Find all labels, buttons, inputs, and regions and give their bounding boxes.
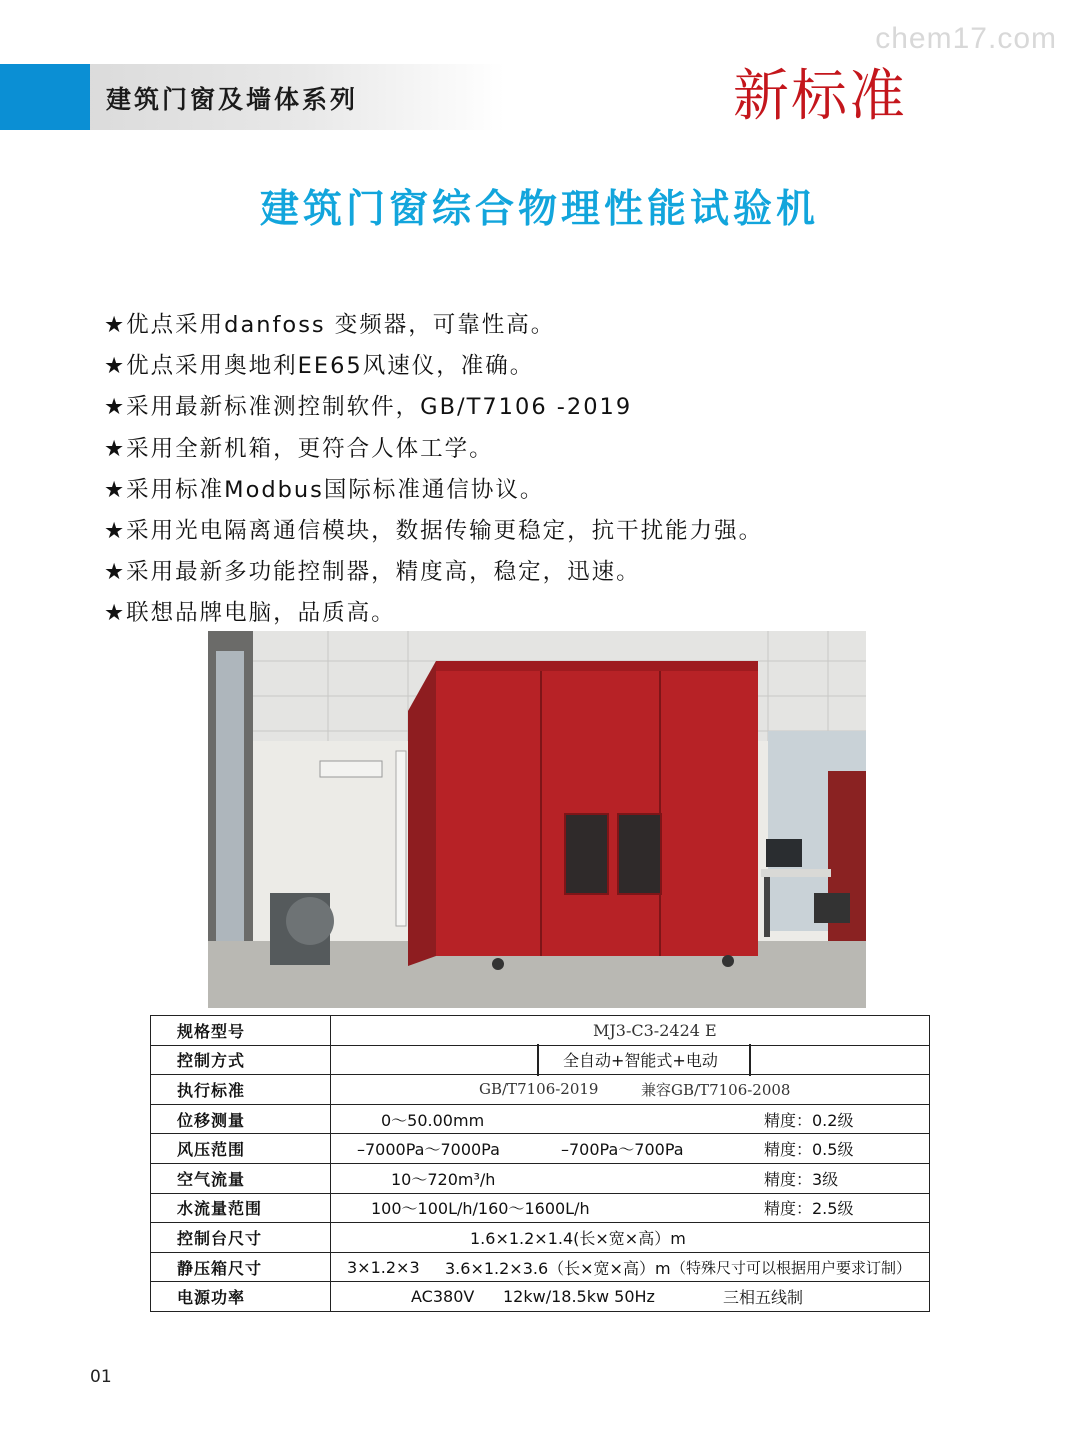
product-photo — [208, 631, 866, 1008]
page-number: 01 — [90, 1367, 112, 1387]
water-precision: 精度：2.5级 — [764, 1199, 854, 1219]
feature-item: ★联想品牌电脑，品质高。 — [104, 600, 396, 627]
spec-value — [331, 1223, 930, 1253]
wind-precision: 精度：0.5级 — [764, 1140, 854, 1160]
water-range: 100～100L/h/160～1600L/h — [371, 1199, 590, 1219]
table-row — [151, 1134, 930, 1164]
table-row — [151, 1193, 930, 1223]
spec-label: 风压范围 — [151, 1134, 331, 1164]
model-value: MJ3-C3-2424 E — [593, 1020, 717, 1040]
air-precision: 精度：3级 — [764, 1169, 839, 1189]
spec-value — [331, 1045, 930, 1075]
spec-value — [331, 1016, 930, 1046]
spec-label: 水流量范围 — [151, 1193, 331, 1223]
table-row — [151, 1016, 930, 1046]
wind-range-1: –7000Pa～7000Pa — [357, 1140, 500, 1160]
standard-compat: 兼容GB/T7106-2008 — [641, 1080, 791, 1099]
table-row — [151, 1075, 930, 1105]
feature-item: ★采用全新机箱，更符合人体工学。 — [104, 435, 494, 462]
spec-label: 静压箱尺寸 — [151, 1252, 331, 1282]
spec-value — [331, 1134, 930, 1164]
header-accent — [0, 64, 90, 130]
spec-value — [331, 1193, 930, 1223]
spec-value — [331, 1104, 930, 1134]
feature-item: ★采用标准Modbus国际标准通信协议。 — [104, 476, 545, 503]
series-title: 建筑门窗及墙体系列 — [106, 85, 359, 114]
box-note: （特殊尺寸可以根据用户要求订制） — [671, 1258, 912, 1277]
feature-item: ★采用最新多功能控制器，精度高，稳定，迅速。 — [104, 559, 641, 586]
power-value-1: AC380V — [411, 1287, 475, 1307]
spec-label: 执行标准 — [151, 1075, 331, 1105]
spec-label: 电源功率 — [151, 1282, 331, 1312]
air-range: 10～720m³/h — [391, 1169, 496, 1189]
power-value-3: 三相五线制 — [723, 1288, 804, 1308]
displacement-precision: 精度：0.2级 — [764, 1110, 854, 1130]
spec-value — [331, 1252, 930, 1282]
spec-value — [331, 1163, 930, 1193]
new-standard-badge: 新标准 — [733, 64, 907, 129]
feature-item: ★采用最新标准测控制软件，GB/T7106 -2019 — [104, 394, 633, 421]
table-row — [151, 1223, 930, 1253]
feature-item: ★优点采用danfoss 变频器，可靠性高。 — [104, 312, 556, 338]
console-value: 1.6×1.2×1.4(长×宽×高）m — [470, 1228, 686, 1248]
spec-value — [331, 1075, 930, 1105]
feature-item: ★优点采用奥地利EE65风速仪，准确。 — [104, 353, 535, 380]
spec-label: 位移测量 — [151, 1104, 331, 1134]
spec-label: 控制方式 — [151, 1045, 331, 1075]
watermark: chem17.com — [875, 22, 1057, 55]
table-row — [151, 1045, 930, 1075]
displacement-range: 0～50.00mm — [381, 1110, 485, 1130]
box-size-1: 3×1.2×3 — [347, 1257, 420, 1277]
spec-label: 空气流量 — [151, 1163, 331, 1193]
feature-item: ★采用光电隔离通信模块，数据传输更稳定，抗干扰能力强。 — [104, 517, 764, 544]
main-title: 建筑门窗综合物理性能试验机 — [259, 187, 819, 232]
power-value-2: 12kw/18.5kw 50Hz — [503, 1287, 655, 1307]
spec-label: 控制台尺寸 — [151, 1223, 331, 1253]
table-row — [151, 1282, 930, 1312]
feature-list — [104, 305, 763, 635]
table-row — [151, 1252, 930, 1282]
table-row — [151, 1104, 930, 1134]
standard-value: GB/T7106-2019 — [479, 1080, 599, 1099]
spec-label: 规格型号 — [151, 1016, 331, 1046]
control-value: 全自动+智能式+电动 — [563, 1051, 718, 1071]
box-size-2: 3.6×1.2×3.6（长×宽×高）m — [445, 1258, 671, 1278]
spec-table — [150, 1015, 930, 1312]
table-row — [151, 1163, 930, 1193]
spec-value — [331, 1282, 930, 1312]
wind-range-2: –700Pa～700Pa — [561, 1140, 684, 1160]
